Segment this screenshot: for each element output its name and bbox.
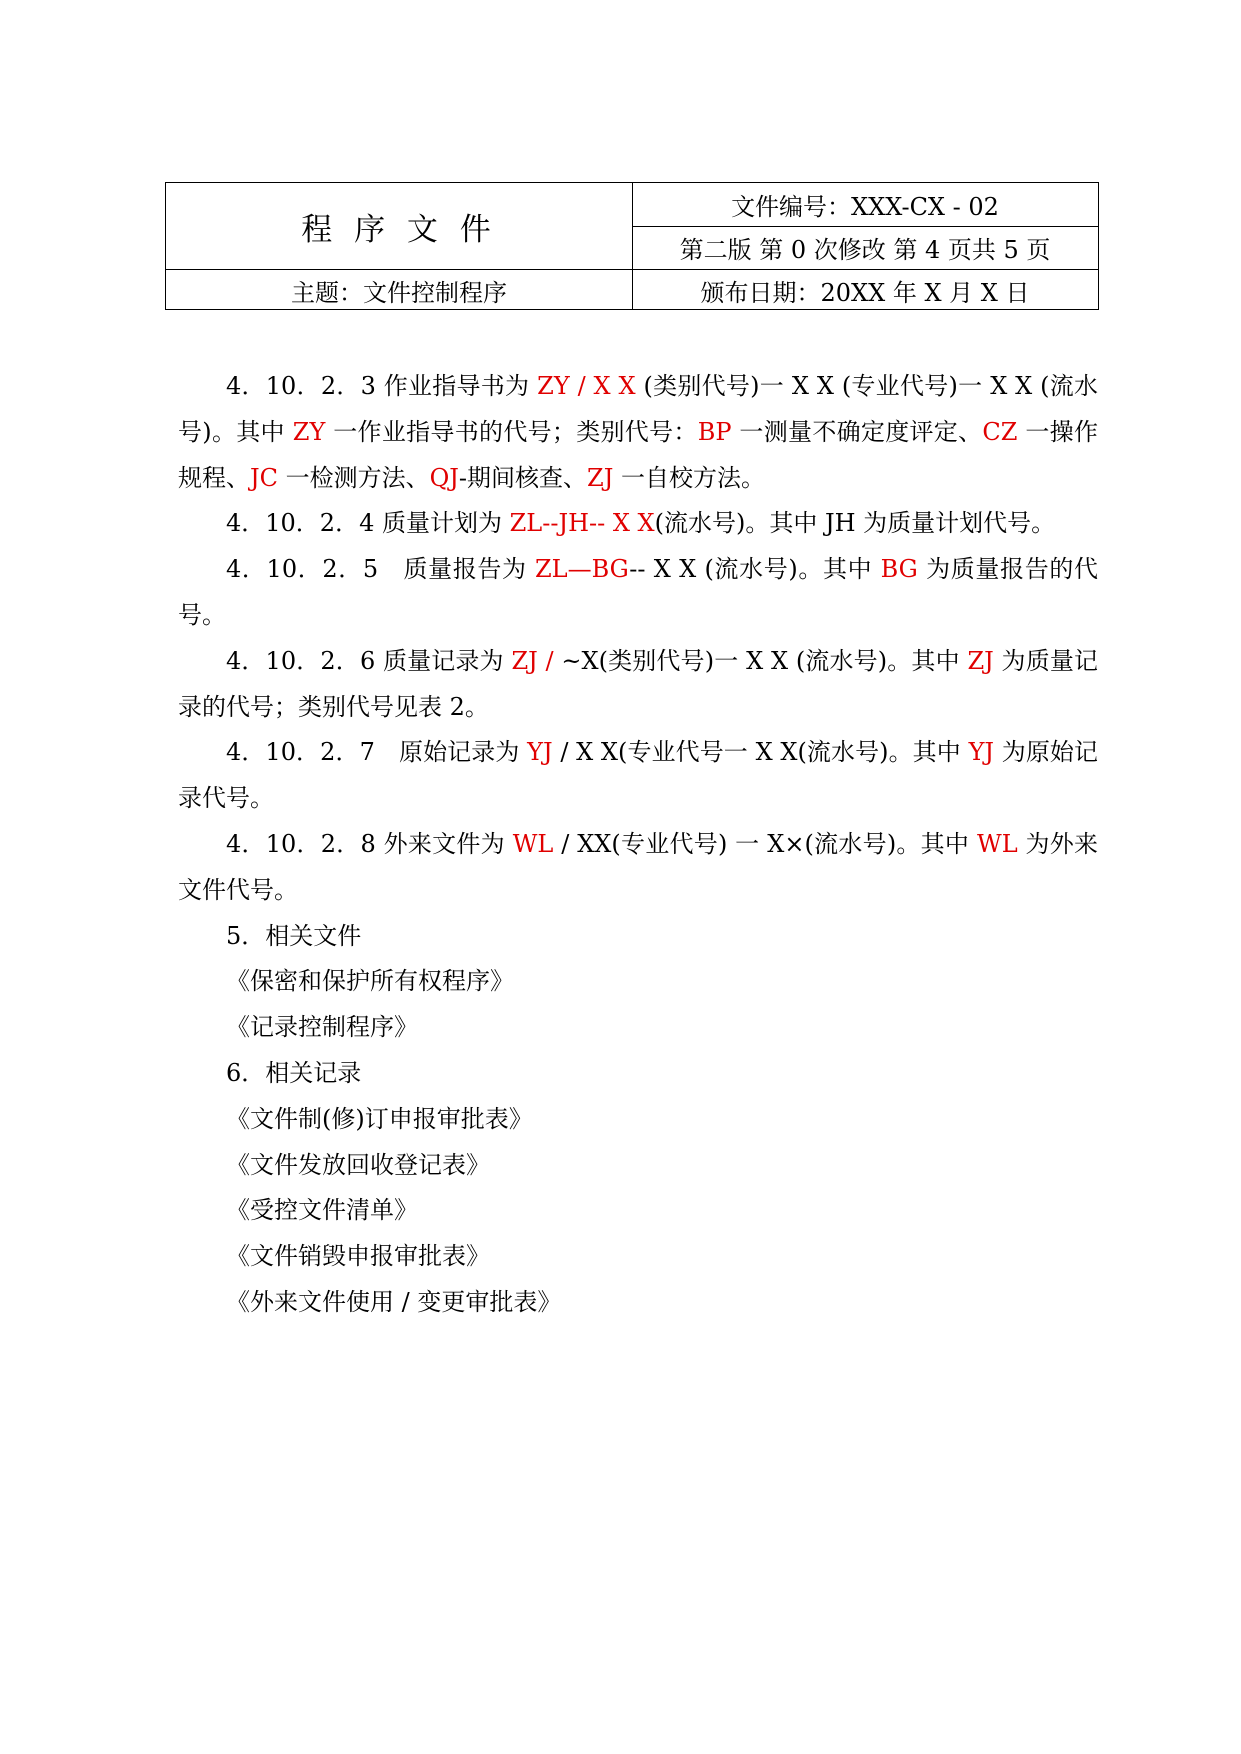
code-highlight: ZL—BG bbox=[534, 555, 630, 584]
section-6-heading: 6．相关记录 bbox=[226, 1058, 362, 1087]
list-item: 《文件制(修)订申报审批表》 bbox=[226, 1104, 533, 1133]
clause-paragraph bbox=[178, 501, 1098, 547]
clause-paragraph bbox=[178, 730, 1098, 822]
clause-text: 一作业指导书的代号；类别代号： bbox=[325, 417, 698, 446]
clause-text: ~X(类别代号)一 X X (流水号)。其中 bbox=[553, 646, 968, 675]
clause-text: 4．10．2．4 质量计划为 bbox=[226, 509, 510, 538]
code-highlight: YJ bbox=[968, 738, 995, 767]
clause-text: 4．10．2．7 原始记录为 bbox=[226, 738, 528, 767]
code-highlight: BP bbox=[697, 417, 732, 446]
clause-text: -期间核查、 bbox=[458, 463, 588, 492]
document-type-title: 程 序 文 件 bbox=[301, 211, 497, 248]
clause-paragraph bbox=[178, 822, 1098, 914]
clause-text: (流水号)。其中 JH 为质量计划代号。 bbox=[654, 509, 1056, 538]
related-records-list bbox=[178, 1097, 1098, 1326]
clause-text: 4．10．2．6 质量记录为 bbox=[226, 646, 512, 675]
code-highlight: ZJ bbox=[967, 646, 994, 675]
clause-text: (类别代号)一 X X (专业代号)一 X X (流水号)。其中 bbox=[178, 372, 1099, 446]
related-documents-list bbox=[178, 959, 1098, 1051]
clause-paragraph bbox=[178, 639, 1098, 731]
code-highlight: YJ bbox=[527, 738, 553, 767]
revision-info: 第二版 第 0 次修改 第 4 页共 5 页 bbox=[679, 236, 1051, 264]
clause-text: 一操作规程、 bbox=[178, 417, 1098, 492]
list-item: 《记录控制程序》 bbox=[226, 1013, 418, 1042]
list-item: 《保密和保护所有权程序》 bbox=[226, 967, 514, 996]
code-highlight: ZY bbox=[292, 417, 326, 446]
clause-text: 4．10．2．5 质量报告为 bbox=[226, 555, 535, 584]
code-highlight: CZ bbox=[982, 417, 1018, 446]
issue-date: 颁布日期：20XX 年 X 月 X 日 bbox=[700, 278, 1030, 307]
code-highlight: QJ bbox=[429, 463, 459, 492]
code-highlight: ZY / X X bbox=[537, 372, 636, 400]
code-highlight: WL bbox=[512, 829, 554, 858]
clause-text: 为原始记录代号。 bbox=[178, 738, 1098, 813]
list-item: 《外来文件使用 / 变更审批表》 bbox=[226, 1287, 562, 1316]
code-highlight: ZL--JH-- X X bbox=[509, 509, 655, 538]
clause-text: / X X(专业代号一 X X(流水号)。其中 bbox=[552, 738, 969, 767]
clause-text: 为质量记录的代号；类别代号见表 2。 bbox=[178, 646, 1098, 721]
code-highlight: ZJ / bbox=[511, 646, 554, 675]
clause-text: 为外来文件代号。 bbox=[178, 829, 1098, 904]
numbered-clauses bbox=[178, 364, 1098, 914]
header-table bbox=[165, 182, 1099, 310]
clause-text: 为质量报告的代号。 bbox=[178, 555, 1098, 629]
clause-text: / XX(专业代号) 一 X×(流水号)。其中 bbox=[553, 829, 978, 858]
document-body bbox=[178, 364, 1098, 1326]
clause-paragraph bbox=[178, 547, 1098, 639]
code-highlight: WL bbox=[977, 829, 1018, 858]
document-subject: 主题：文件控制程序 bbox=[291, 278, 507, 307]
clause-text: 4．10．2．8 外来文件为 bbox=[226, 829, 513, 858]
clause-text: 一检测方法、 bbox=[277, 463, 430, 492]
code-highlight: JC bbox=[250, 463, 278, 492]
code-highlight: BG bbox=[880, 555, 918, 584]
clause-text: 4．10．2．3 作业指导书为 bbox=[226, 372, 538, 400]
document-number: 文件编号：XXX-CX - 02 bbox=[731, 193, 999, 221]
list-item: 《文件销毁申报审批表》 bbox=[226, 1242, 490, 1271]
clause-text: 一自校方法。 bbox=[613, 463, 765, 492]
section-5-heading: 5．相关文件 bbox=[226, 921, 362, 950]
list-item: 《受控文件清单》 bbox=[226, 1196, 418, 1225]
clause-text: 一测量不确定度评定、 bbox=[731, 417, 983, 446]
list-item: 《文件发放回收登记表》 bbox=[226, 1150, 490, 1179]
code-highlight: ZJ bbox=[587, 463, 614, 492]
clause-paragraph bbox=[178, 364, 1098, 501]
clause-text: -- X X (流水号)。其中 bbox=[629, 555, 881, 584]
